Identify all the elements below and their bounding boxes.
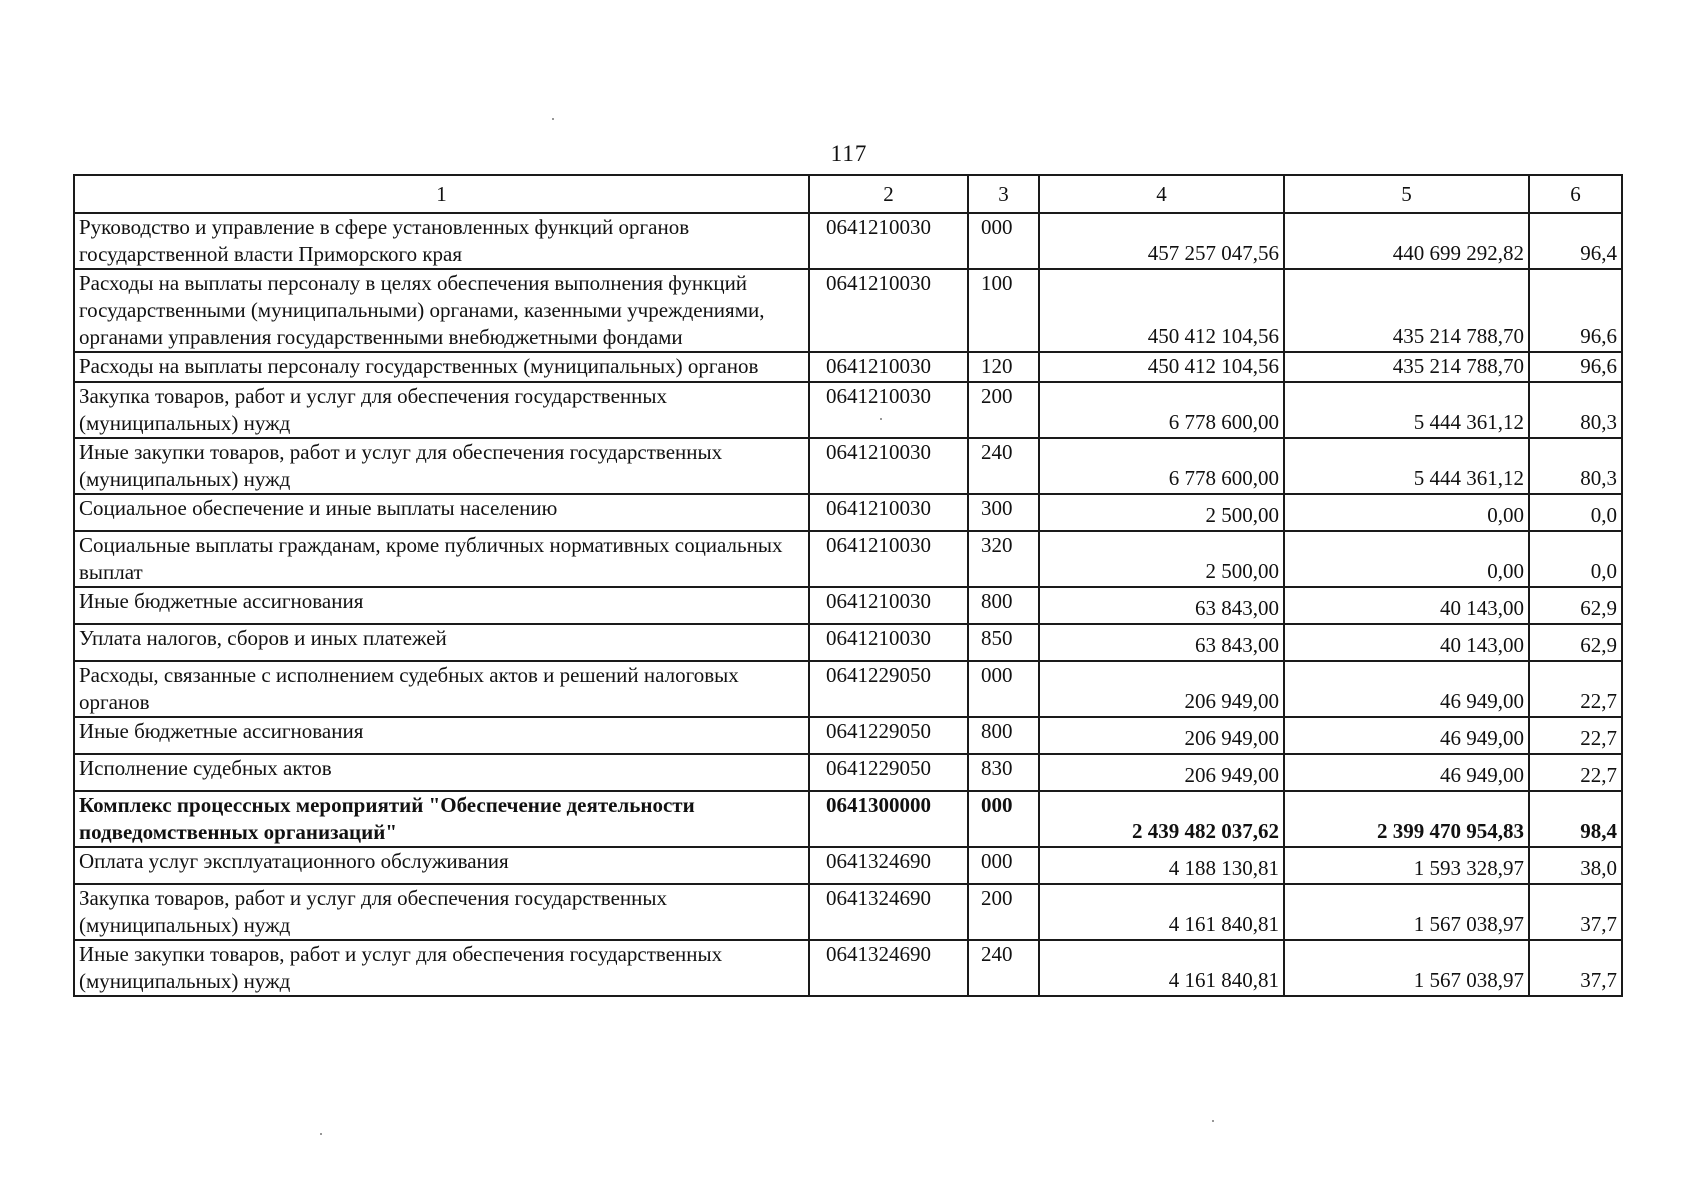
column-number-name: 1 xyxy=(74,175,809,213)
row-plan-amount-cell: 206 949,00 xyxy=(1039,661,1284,717)
scan-speck xyxy=(320,1133,322,1135)
row-expense-kind-cell: 200 xyxy=(968,382,1039,438)
column-number-code: 2 xyxy=(809,175,968,213)
row-expense-kind-cell: 120 xyxy=(968,352,1039,382)
row-expense-kind-cell: 300 xyxy=(968,494,1039,531)
row-name-cell: Иные закупки товаров, работ и услуг для обеспечения государственных (муниципальных) нужд xyxy=(74,438,809,494)
row-code-cell: 0641210030 xyxy=(809,213,968,269)
row-percent-cell: 96,6 xyxy=(1529,269,1622,352)
row-code-cell: 0641210030 xyxy=(809,352,968,382)
row-code-cell: 0641210030 xyxy=(809,382,968,438)
row-fact-amount-cell: 46 949,00 xyxy=(1284,717,1529,754)
row-fact-amount-cell: 5 444 361,12 xyxy=(1284,438,1529,494)
row-percent-cell: 37,7 xyxy=(1529,884,1622,940)
row-fact-amount-cell: 46 949,00 xyxy=(1284,661,1529,717)
row-fact-amount-cell: 0,00 xyxy=(1284,531,1529,587)
row-code-cell: 0641210030 xyxy=(809,587,968,624)
column-number-percent: 6 xyxy=(1529,175,1622,213)
row-code-cell: 0641210030 xyxy=(809,624,968,661)
row-expense-kind-cell: 830 xyxy=(968,754,1039,791)
row-name-cell: Руководство и управление в сфере установленных функций органов государственной власти Приморского края xyxy=(74,213,809,269)
row-code-cell: 0641324690 xyxy=(809,940,968,996)
row-percent-cell: 62,9 xyxy=(1529,587,1622,624)
row-name-cell: Социальные выплаты гражданам, кроме публичных нормативных социальных выплат xyxy=(74,531,809,587)
scan-speck xyxy=(552,118,554,120)
row-fact-amount-cell: 440 699 292,82 xyxy=(1284,213,1529,269)
table-row xyxy=(74,269,1622,352)
row-expense-kind-cell: 240 xyxy=(968,940,1039,996)
row-name-cell: Комплекс процессных мероприятий "Обеспечение деятельности подведомственных организаций" xyxy=(74,791,809,847)
scan-speck xyxy=(880,418,882,420)
row-expense-kind-cell: 000 xyxy=(968,791,1039,847)
row-plan-amount-cell: 4 188 130,81 xyxy=(1039,847,1284,884)
row-percent-cell: 38,0 xyxy=(1529,847,1622,884)
column-number-header-row xyxy=(74,175,1622,213)
row-plan-amount-cell: 63 843,00 xyxy=(1039,587,1284,624)
row-percent-cell: 62,9 xyxy=(1529,624,1622,661)
row-expense-kind-cell: 800 xyxy=(968,587,1039,624)
row-name-cell: Закупка товаров, работ и услуг для обеспечения государственных (муниципальных) нужд xyxy=(74,382,809,438)
row-percent-cell: 37,7 xyxy=(1529,940,1622,996)
row-code-cell: 0641229050 xyxy=(809,717,968,754)
table-row xyxy=(74,791,1622,847)
table-row xyxy=(74,352,1622,382)
row-fact-amount-cell: 0,00 xyxy=(1284,494,1529,531)
table-row xyxy=(74,754,1622,791)
table-row xyxy=(74,587,1622,624)
row-percent-cell: 96,6 xyxy=(1529,352,1622,382)
row-percent-cell: 80,3 xyxy=(1529,438,1622,494)
row-code-cell: 0641324690 xyxy=(809,884,968,940)
row-code-cell: 0641324690 xyxy=(809,847,968,884)
row-code-cell: 0641300000 xyxy=(809,791,968,847)
row-percent-cell: 80,3 xyxy=(1529,382,1622,438)
row-expense-kind-cell: 850 xyxy=(968,624,1039,661)
column-number-fact: 5 xyxy=(1284,175,1529,213)
row-name-cell: Социальное обеспечение и иные выплаты населению xyxy=(74,494,809,531)
row-plan-amount-cell: 2 500,00 xyxy=(1039,531,1284,587)
row-code-cell: 0641210030 xyxy=(809,269,968,352)
row-percent-cell: 98,4 xyxy=(1529,791,1622,847)
row-plan-amount-cell: 6 778 600,00 xyxy=(1039,382,1284,438)
row-expense-kind-cell: 800 xyxy=(968,717,1039,754)
row-fact-amount-cell: 435 214 788,70 xyxy=(1284,269,1529,352)
column-number-expense-kind: 3 xyxy=(968,175,1039,213)
row-plan-amount-cell: 206 949,00 xyxy=(1039,717,1284,754)
table-row xyxy=(74,847,1622,884)
table-row xyxy=(74,624,1622,661)
table-row xyxy=(74,661,1622,717)
row-expense-kind-cell: 000 xyxy=(968,847,1039,884)
table-row xyxy=(74,884,1622,940)
row-code-cell: 0641229050 xyxy=(809,754,968,791)
column-number-plan: 4 xyxy=(1039,175,1284,213)
table-row xyxy=(74,438,1622,494)
row-expense-kind-cell: 240 xyxy=(968,438,1039,494)
row-percent-cell: 22,7 xyxy=(1529,754,1622,791)
row-percent-cell: 0,0 xyxy=(1529,531,1622,587)
row-expense-kind-cell: 320 xyxy=(968,531,1039,587)
row-fact-amount-cell: 435 214 788,70 xyxy=(1284,352,1529,382)
row-code-cell: 0641210030 xyxy=(809,494,968,531)
row-fact-amount-cell: 5 444 361,12 xyxy=(1284,382,1529,438)
row-fact-amount-cell: 40 143,00 xyxy=(1284,624,1529,661)
row-expense-kind-cell: 000 xyxy=(968,661,1039,717)
row-name-cell: Исполнение судебных актов xyxy=(74,754,809,791)
table-row xyxy=(74,717,1622,754)
scan-speck xyxy=(1212,1120,1214,1122)
row-name-cell: Иные бюджетные ассигнования xyxy=(74,717,809,754)
table-row xyxy=(74,213,1622,269)
row-percent-cell: 96,4 xyxy=(1529,213,1622,269)
row-code-cell: 0641210030 xyxy=(809,531,968,587)
row-name-cell: Иные бюджетные ассигнования xyxy=(74,587,809,624)
row-fact-amount-cell: 1 593 328,97 xyxy=(1284,847,1529,884)
row-name-cell: Оплата услуг эксплуатационного обслуживания xyxy=(74,847,809,884)
row-percent-cell: 22,7 xyxy=(1529,661,1622,717)
table-row xyxy=(74,382,1622,438)
table-row xyxy=(74,531,1622,587)
row-fact-amount-cell: 40 143,00 xyxy=(1284,587,1529,624)
row-plan-amount-cell: 6 778 600,00 xyxy=(1039,438,1284,494)
row-plan-amount-cell: 450 412 104,56 xyxy=(1039,269,1284,352)
row-plan-amount-cell: 63 843,00 xyxy=(1039,624,1284,661)
table-row xyxy=(74,494,1622,531)
page-number: 117 xyxy=(830,141,868,166)
row-plan-amount-cell: 2 439 482 037,62 xyxy=(1039,791,1284,847)
row-fact-amount-cell: 1 567 038,97 xyxy=(1284,940,1529,996)
row-name-cell: Расходы на выплаты персоналу в целях обеспечения выполнения функций государственными (муниципальными) органами, казенными учреждениями, органами управления государственными внебюджетными фондами xyxy=(74,269,809,352)
row-expense-kind-cell: 000 xyxy=(968,213,1039,269)
row-plan-amount-cell: 2 500,00 xyxy=(1039,494,1284,531)
row-fact-amount-cell: 46 949,00 xyxy=(1284,754,1529,791)
row-name-cell: Расходы, связанные с исполнением судебных актов и решений налоговых органов xyxy=(74,661,809,717)
row-percent-cell: 0,0 xyxy=(1529,494,1622,531)
row-plan-amount-cell: 4 161 840,81 xyxy=(1039,884,1284,940)
row-plan-amount-cell: 206 949,00 xyxy=(1039,754,1284,791)
row-percent-cell: 22,7 xyxy=(1529,717,1622,754)
row-name-cell: Иные закупки товаров, работ и услуг для обеспечения государственных (муниципальных) нужд xyxy=(74,940,809,996)
row-plan-amount-cell: 457 257 047,56 xyxy=(1039,213,1284,269)
row-fact-amount-cell: 2 399 470 954,83 xyxy=(1284,791,1529,847)
row-name-cell: Уплата налогов, сборов и иных платежей xyxy=(74,624,809,661)
row-expense-kind-cell: 100 xyxy=(968,269,1039,352)
row-plan-amount-cell: 450 412 104,56 xyxy=(1039,352,1284,382)
row-plan-amount-cell: 4 161 840,81 xyxy=(1039,940,1284,996)
row-name-cell: Расходы на выплаты персоналу государственных (муниципальных) органов xyxy=(74,352,809,382)
row-name-cell: Закупка товаров, работ и услуг для обеспечения государственных (муниципальных) нужд xyxy=(74,884,809,940)
row-fact-amount-cell: 1 567 038,97 xyxy=(1284,884,1529,940)
budget-execution-table xyxy=(73,174,1623,997)
table-body xyxy=(74,175,1622,996)
row-expense-kind-cell: 200 xyxy=(968,884,1039,940)
row-code-cell: 0641229050 xyxy=(809,661,968,717)
row-code-cell: 0641210030 xyxy=(809,438,968,494)
table-row xyxy=(74,940,1622,996)
